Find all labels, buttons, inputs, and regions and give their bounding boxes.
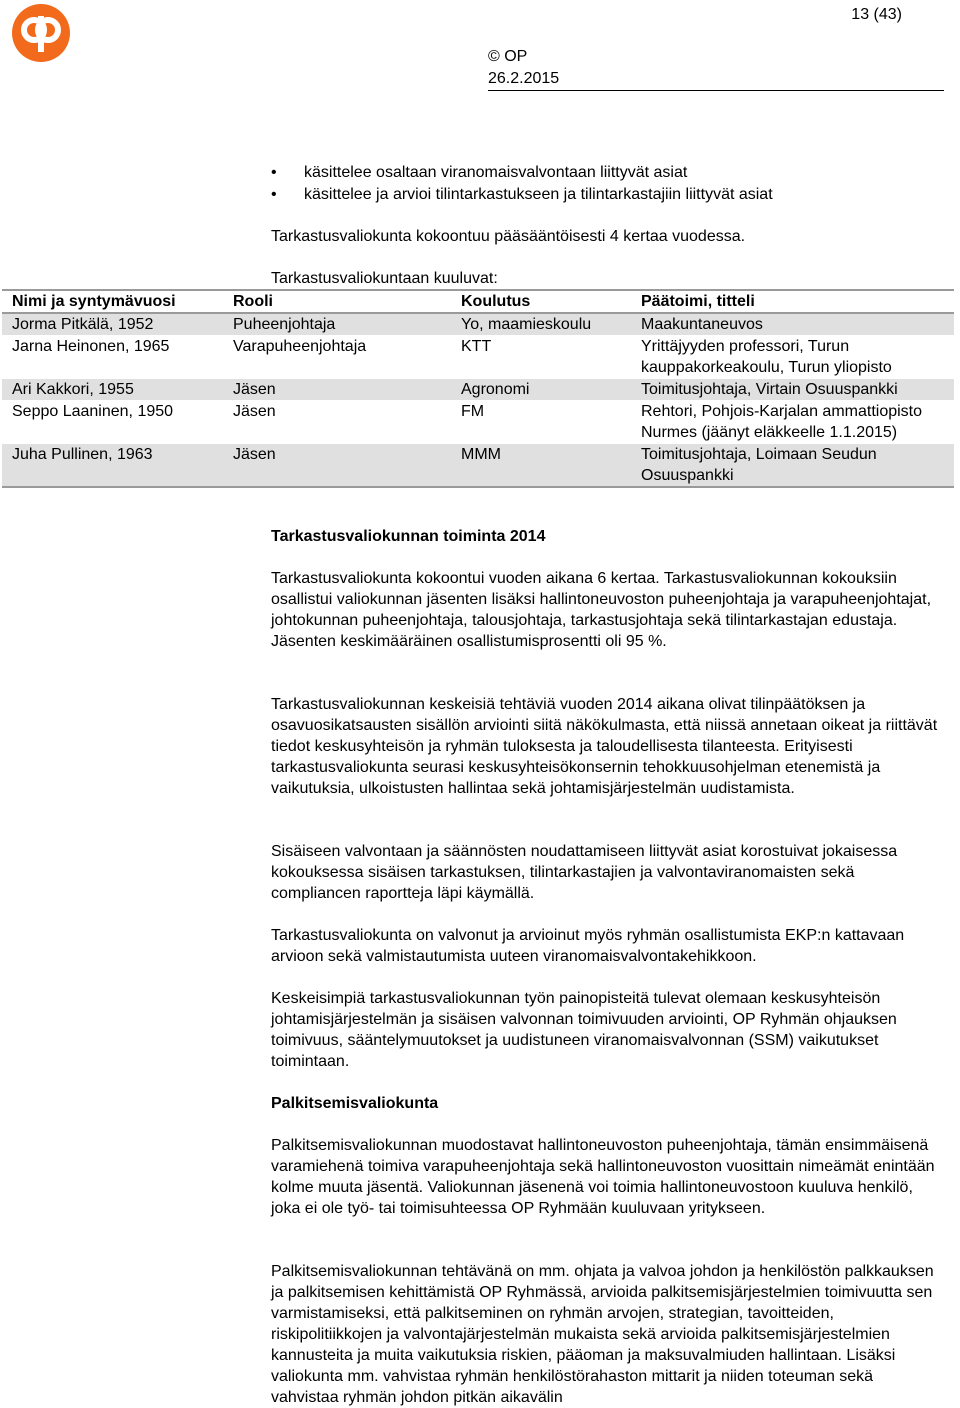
table-row <box>2 401 954 444</box>
table-caption: Tarkastusvaliokuntaan kuuluvat: <box>271 270 498 287</box>
table-row <box>2 379 954 401</box>
bullet-list <box>271 162 941 206</box>
members-table <box>2 289 954 488</box>
table-cell: Seppo Laaninen, 1950 <box>2 401 223 444</box>
paragraph: Sisäiseen valvontaan ja säännösten noudattamiseen liittyvät asiat korostuivat jokaisessa kokouksessa sisäisen tarkastuksen, tilintarkastajien ja valvontaviranomaisten sekä compliancen raportteja läpi käymällä. <box>271 843 898 902</box>
table-cell: KTT <box>451 336 631 379</box>
table-header-row <box>2 290 954 313</box>
list-item: • käsittelee osaltaan viranomaisvalvontaan liittyvät asiat <box>271 162 941 184</box>
column-header: Koulutus <box>451 290 631 313</box>
table-cell: Jäsen <box>223 401 451 444</box>
list-item: • käsittelee ja arvioi tilintarkastukseen ja tilintarkastajiin liittyvät asiat <box>271 184 941 206</box>
table-row <box>2 313 954 336</box>
table-cell: Varapuheenjohtaja <box>223 336 451 379</box>
document-date: 26.2.2015 <box>488 70 560 87</box>
paragraph: Tarkastusvaliokunnan keskeisiä tehtäviä vuoden 2014 aikana olivat tilinpäätöksen ja osavuosikatsausten sisällön arviointi siitä näkökulmasta, että niissä annetaan oikeat ja riittävät tiedot keskusyhteisön ja ryhmän tuloksesta ja taloudellisesta tilanteesta. Erityisesti tarkastusvaliokunta seurasi keskusyhteisökonsernin tehokkuusohjelman etenemistä ja vaikutuksia, ulkoistusten hallintaa sekä johtamisjärjestelmän uudistamista. <box>271 696 938 797</box>
paragraph: Tarkastusvaliokunta on valvonut ja arvioinut myös ryhmän osallistumista EKP:n kattavaan arvioon sekä valmistautumista uuteen viranomaisvalvontakehikkoon. <box>271 927 905 965</box>
op-logo-icon <box>12 4 70 62</box>
table-cell: MMM <box>451 444 631 488</box>
column-header: Rooli <box>223 290 451 313</box>
table-row <box>2 336 954 379</box>
paragraph: Palkitsemisvaliokunnan tehtävänä on mm. ohjata ja valvoa johdon ja henkilöstön palkkauksen ja palkitsemisen kehittämistä OP Ryhmässä, arvioida palkitsemisjärjestelmien toimivuutta sen varmistamiseksi, että palkitseminen on ryhmän arvojen, strategian, tavoitteiden, riskipolitiikkojen ja valvontajärjestelmän mukaista sekä arvioida palkitsemisjärjestelmien kannusteita ja muita vaikutuksia riskien, pääoman ja maksuvalmiuden hallintaan. Lisäksi valiokunta mm. vahvistaa ryhmän henkilöstörahaston mittarit ja niiden toteuman sekä vahvistaa ryhmän johdon pitkän aikavälin <box>271 1263 934 1406</box>
table-cell: Jäsen <box>223 444 451 488</box>
header-divider <box>488 90 944 91</box>
table-cell: Toimitusjohtaja, Loimaan Seudun Osuuspankki <box>631 444 954 488</box>
paragraph: Tarkastusvaliokunta kokoontui vuoden aikana 6 kertaa. Tarkastusvaliokunnan kokouksiin osallistui valiokunnan jäsenten lisäksi hallintoneuvoston puheenjohtaja ja varapuheenjohtajat, johtokunnan puheenjohtaja, talousjohtaja, tarkastusjohtaja sekä tilintarkastajan edustaja. Jäsenten keskimääräinen osallistumisprosentti oli 95 %. <box>271 570 932 650</box>
section-heading: Palkitsemisvaliokunta <box>271 1095 439 1112</box>
page-number: 13 (43) <box>851 6 902 23</box>
table-cell: Yrittäjyyden professori, Turun kauppakorkeakoulu, Turun yliopisto <box>631 336 954 379</box>
table-cell: Jarna Heinonen, 1965 <box>2 336 223 379</box>
table-cell: Agronomi <box>451 379 631 401</box>
table-cell: FM <box>451 401 631 444</box>
table-cell: Juha Pullinen, 1963 <box>2 444 223 488</box>
section-heading: Tarkastusvaliokunnan toiminta 2014 <box>271 528 546 545</box>
table-cell: Puheenjohtaja <box>223 313 451 336</box>
table-cell: Ari Kakkori, 1955 <box>2 379 223 401</box>
table-cell: Jorma Pitkälä, 1952 <box>2 313 223 336</box>
paragraph: Palkitsemisvaliokunnan muodostavat hallintoneuvoston puheenjohtaja, tämän ensimmäisenä varamiehenä toimiva varapuheenjohtaja sekä hallintoneuvoston vuosittain nimeämät enintään kolme muuta jäsentä. Valiokunnan jäsenenä voi toimia hallintoneuvostoon kuuluva henkilö, joka ei ole työ- tai toimisuhteessa OP Ryhmään kuuluvaan yritykseen. <box>271 1137 935 1217</box>
table-cell: Maakuntaneuvos <box>631 313 954 336</box>
table-cell: Rehtori, Pohjois-Karjalan ammattiopisto Nurmes (jäänyt eläkkeelle 1.1.2015) <box>631 401 954 444</box>
table-cell: Yo, maamieskoulu <box>451 313 631 336</box>
column-header: Päätoimi, titteli <box>631 290 954 313</box>
paragraph: Keskeisimpiä tarkastusvaliokunnan työn painopisteitä tulevat olemaan keskusyhteisön johtamisjärjestelmän ja sisäisen valvonnan toimivuuden arviointi, OP Ryhmän ohjauksen toimivuus, sääntelymuutokset ja uudistuneen viranomaisvalvonnan (SSM) vaikutukset toimintaan. <box>271 990 897 1070</box>
table-row <box>2 444 954 488</box>
intro-paragraph: Tarkastusvaliokunta kokoontuu pääsääntöisesti 4 kertaa vuodessa. <box>271 228 746 245</box>
column-header: Nimi ja syntymävuosi <box>2 290 223 313</box>
table-cell: Toimitusjohtaja, Virtain Osuuspankki <box>631 379 954 401</box>
table-cell: Jäsen <box>223 379 451 401</box>
copyright: © OP <box>488 48 528 65</box>
